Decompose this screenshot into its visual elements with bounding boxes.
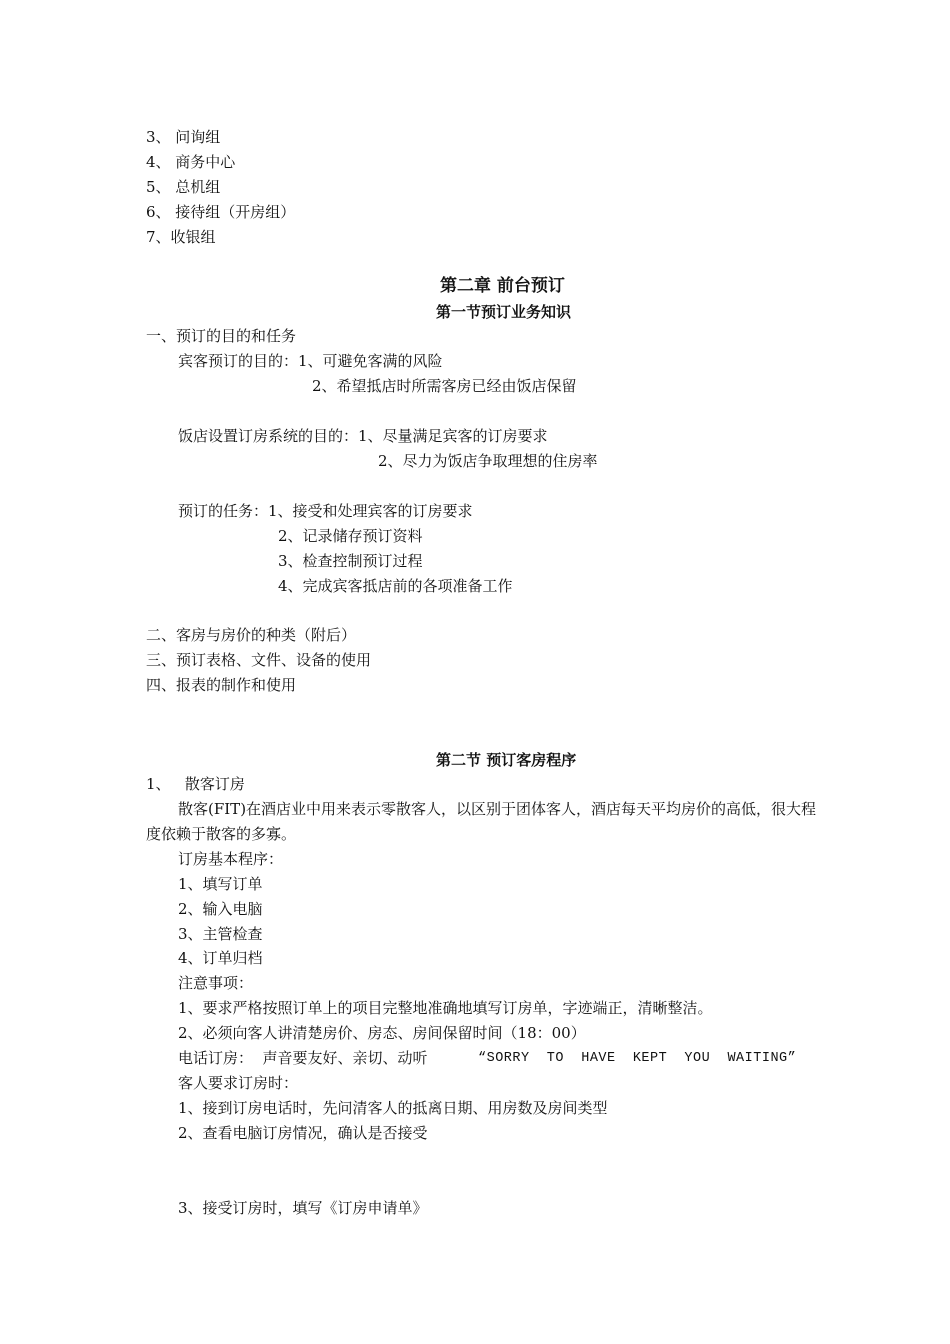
system-line: 饭店设置订房系统的目的：1、尽量满足宾客的订房要求 [178,427,548,445]
list-item: 6、 接待组（开房组） [146,203,296,221]
list-item: 5、 总机组 [146,178,221,196]
fit-heading: 1、 散客订房 [146,775,245,793]
fit-paragraph: 度依赖于散客的多寡。 [146,825,297,843]
note-item: 1、要求严格按照订单上的项目完整地准确地填写订房单，字迹端正，清晰整洁。 [178,999,713,1017]
basic-step: 2、输入电脑 [178,900,263,918]
note-item: 2、必须向客人讲清楚房价、房态、房间保留时间（18：00） [178,1024,586,1042]
system-line: 2、尽力为饭店争取理想的住房率 [378,452,598,470]
list-item: 7、收银组 [146,228,216,246]
notes-title: 注意事项： [178,974,254,992]
task-line: 3、检查控制预订过程 [278,552,423,570]
section-title: 第二节 预订客房程序 [436,751,577,769]
request-step: 1、接到订房电话时，先问清客人的抵离日期、用房数及房间类型 [178,1099,608,1117]
request-step: 2、查看电脑订房情况，确认是否接受 [178,1124,428,1142]
part-heading: 一、预订的目的和任务 [146,327,297,345]
part-heading: 三、预订表格、文件、设备的使用 [146,651,372,669]
basic-step: 3、主管检查 [178,925,263,943]
task-line: 4、完成宾客抵店前的各项准备工作 [278,577,513,595]
chapter-title: 第二章 前台预订 [440,276,565,296]
purpose-line: 宾客预订的目的：1、可避免客满的风险 [178,352,443,370]
task-line: 预订的任务：1、接受和处理宾客的订房要求 [178,502,473,520]
phone-english: “SORRY TO HAVE KEPT YOU WAITING” [478,1051,797,1066]
task-line: 2、记录储存预订资料 [278,527,423,545]
fit-paragraph: 散客(FIT)在酒店业中用来表示零散客人，以区别于团体客人，酒店每天平均房价的高低，很大程 [178,800,817,818]
basic-title: 订房基本程序： [178,850,284,868]
basic-step: 4、订单归档 [178,949,263,967]
basic-step: 1、填写订单 [178,875,263,893]
list-item: 4、 商务中心 [146,153,236,171]
phone-label: 电话订房： 声音要友好、亲切、动听 [178,1049,428,1067]
request-step: 3、接受订房时，填写《订房申请单》 [178,1199,428,1217]
section-title: 第一节预订业务知识 [436,303,572,321]
purpose-line: 2、希望抵店时所需客房已经由饭店保留 [312,377,577,395]
list-item: 3、 问询组 [146,128,221,146]
part-heading: 二、客房与房价的种类（附后） [146,626,357,644]
part-heading: 四、报表的制作和使用 [146,676,297,694]
request-title: 客人要求订房时： [178,1074,299,1092]
